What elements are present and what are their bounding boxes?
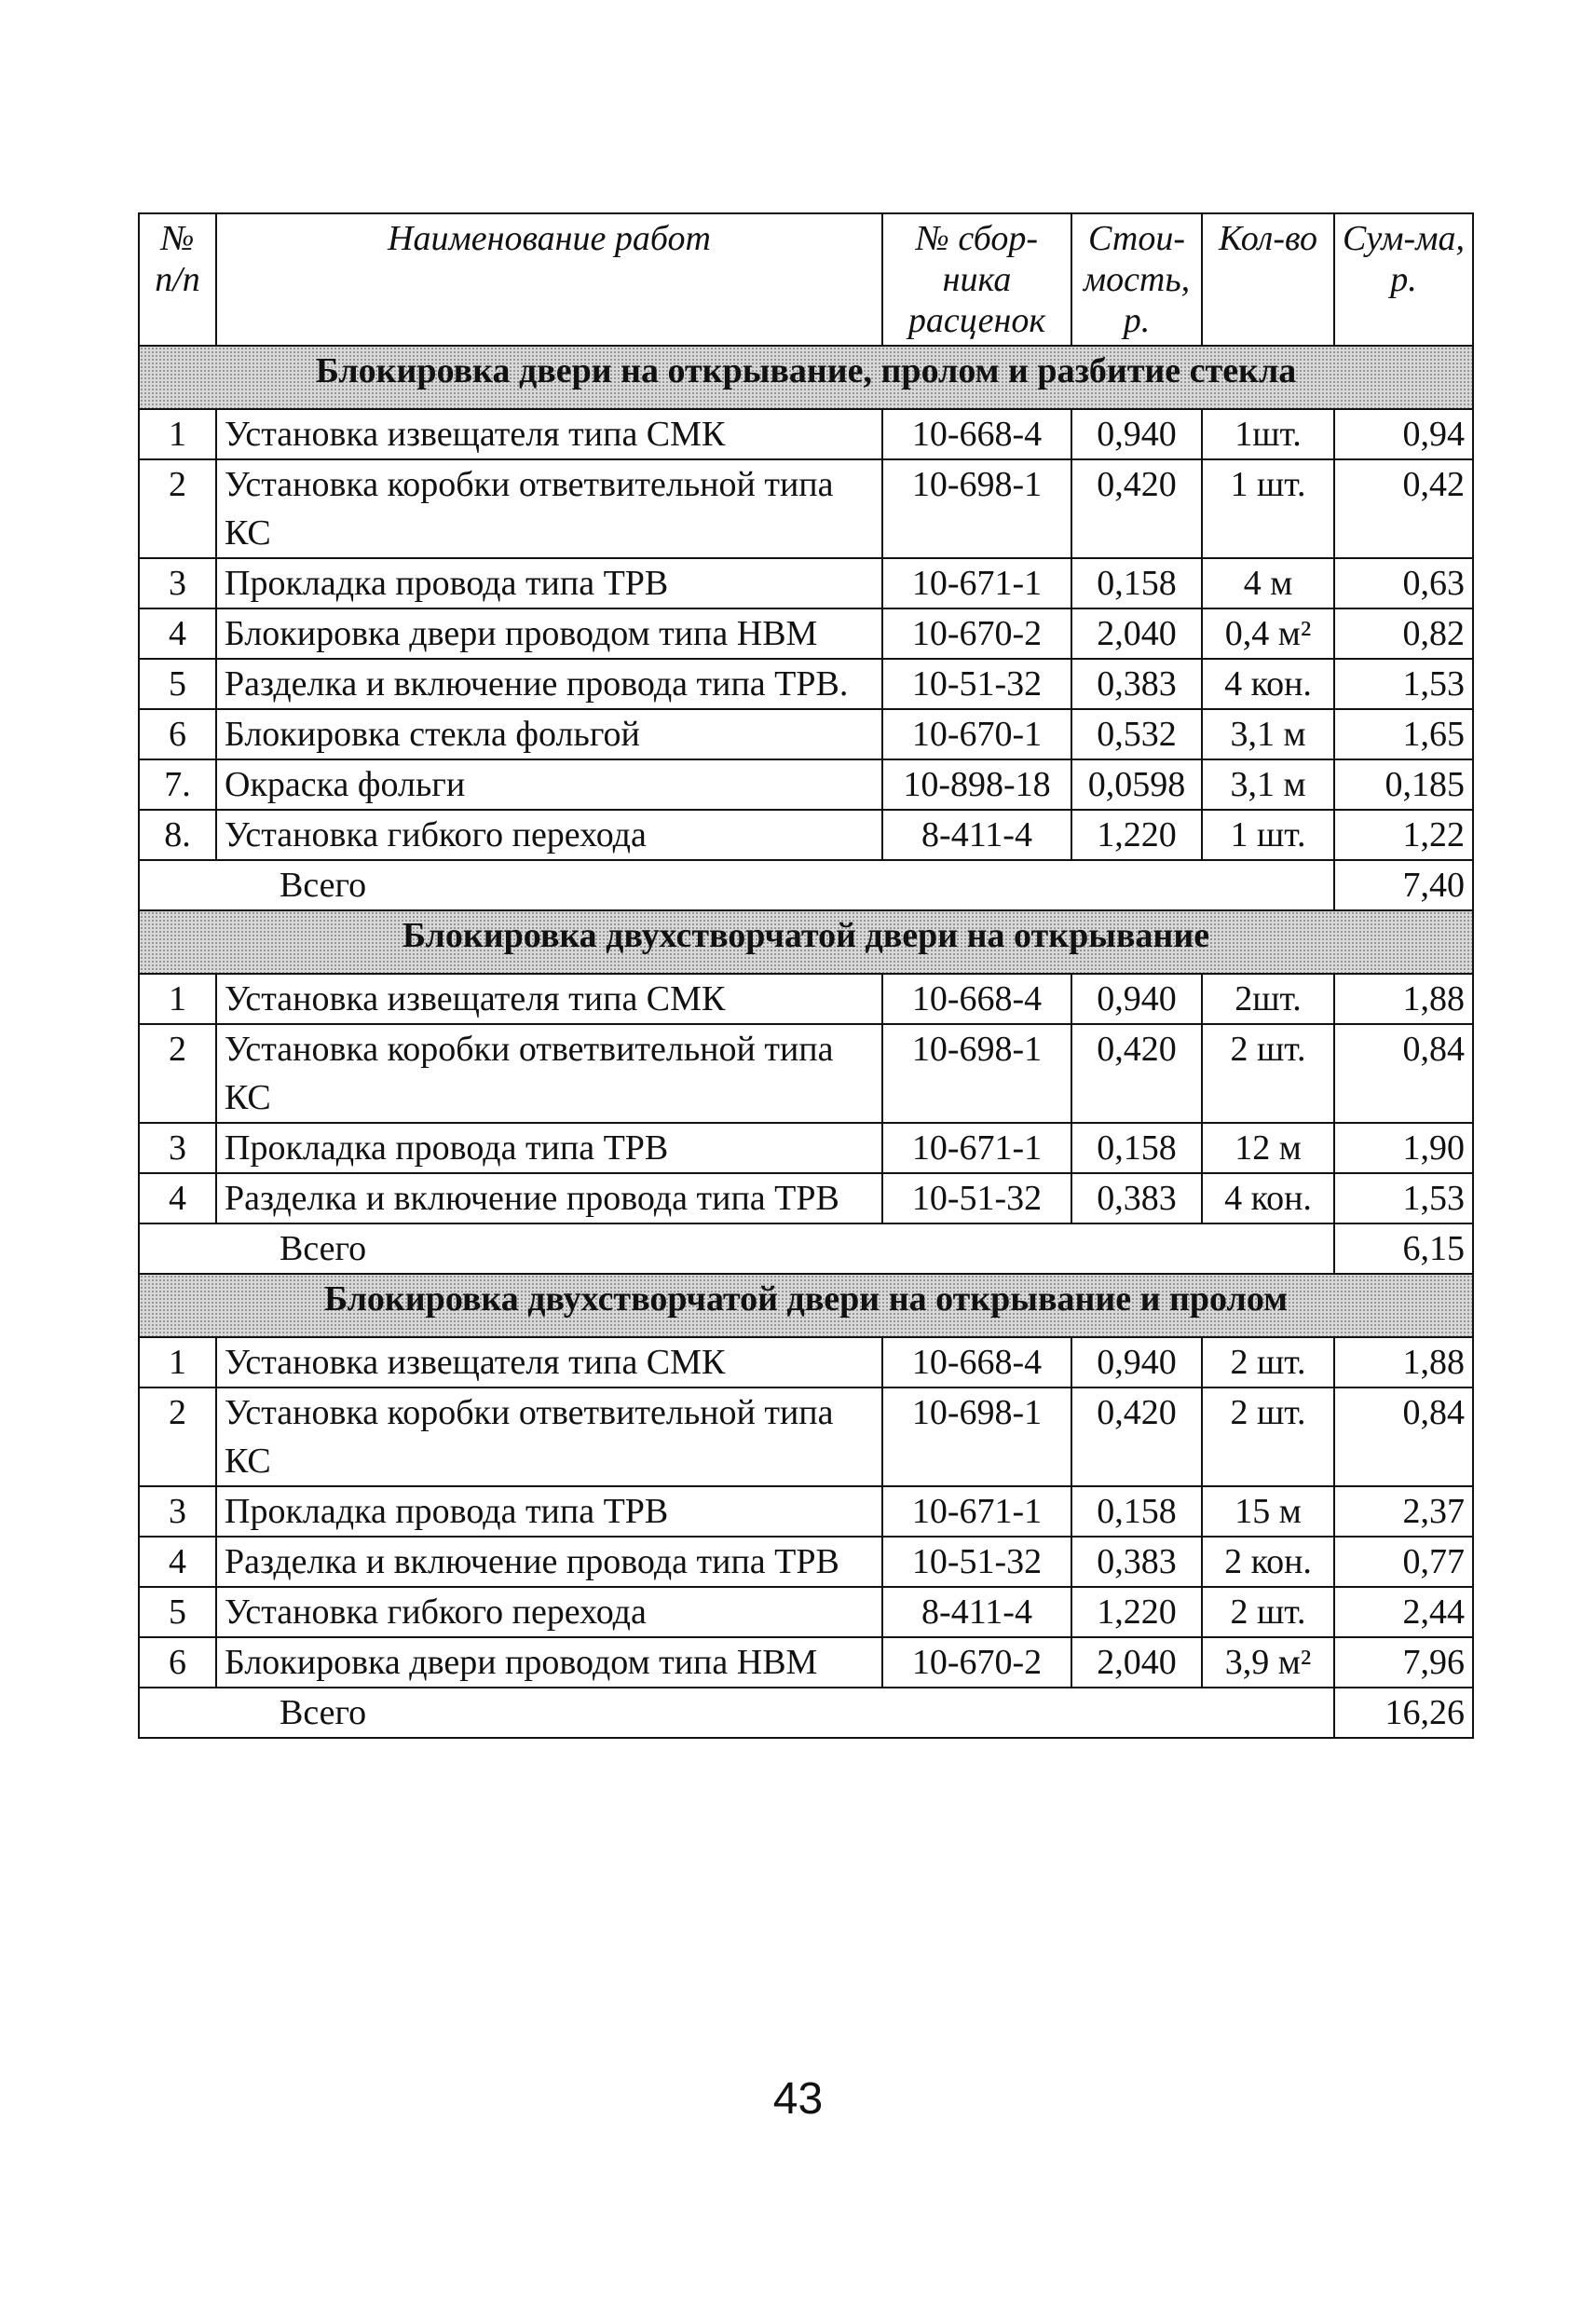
row-number: 7. <box>139 759 216 810</box>
estimate-table <box>138 212 1474 1739</box>
quantity: 2 шт. <box>1202 1337 1334 1387</box>
unit-cost: 0,420 <box>1071 1024 1202 1123</box>
rate-code: 10-670-2 <box>882 608 1071 659</box>
work-name: Разделка и включение провода типа ТРВ <box>216 1173 882 1223</box>
rate-code: 10-898-18 <box>882 759 1071 810</box>
total-value: 6,15 <box>1334 1223 1473 1274</box>
quantity: 3,9 м² <box>1202 1637 1334 1688</box>
work-name: Блокировка двери проводом типа НВМ <box>216 608 882 659</box>
quantity: 4 кон. <box>1202 659 1334 709</box>
section-header <box>139 910 1473 974</box>
row-number: 2 <box>139 1387 216 1486</box>
rate-code: 10-698-1 <box>882 459 1071 558</box>
row-sum: 0,94 <box>1334 409 1473 459</box>
work-name: Блокировка двери проводом типа НВМ <box>216 1637 882 1688</box>
table-row <box>139 558 1473 608</box>
quantity: 4 м <box>1202 558 1334 608</box>
table-row <box>139 1173 1473 1223</box>
work-name: Установка коробки ответвительной типа КС <box>216 1024 882 1123</box>
row-sum: 1,53 <box>1334 1173 1473 1223</box>
unit-cost: 0,940 <box>1071 974 1202 1024</box>
rate-code: 10-671-1 <box>882 1486 1071 1537</box>
work-name: Установка извещателя типа СМК <box>216 409 882 459</box>
table-row <box>139 1486 1473 1537</box>
header-code: № сбор-ника расценок <box>882 213 1071 346</box>
row-number: 6 <box>139 709 216 759</box>
row-number: 2 <box>139 1024 216 1123</box>
total-value: 16,26 <box>1334 1688 1473 1738</box>
unit-cost: 0,383 <box>1071 1537 1202 1587</box>
row-sum: 1,53 <box>1334 659 1473 709</box>
rate-code: 10-51-32 <box>882 1173 1071 1223</box>
total-row <box>139 1223 1473 1274</box>
row-number: 4 <box>139 1173 216 1223</box>
quantity: 2 шт. <box>1202 1387 1334 1486</box>
table-row <box>139 409 1473 459</box>
total-label: Всего <box>139 1688 1334 1738</box>
work-name: Установка гибкого перехода <box>216 810 882 860</box>
row-sum: 2,37 <box>1334 1486 1473 1537</box>
quantity: 2 шт. <box>1202 1587 1334 1637</box>
row-sum: 0,42 <box>1334 459 1473 558</box>
header-name: Наименование работ <box>216 213 882 346</box>
quantity: 12 м <box>1202 1123 1334 1173</box>
row-sum: 0,77 <box>1334 1537 1473 1587</box>
row-sum: 1,22 <box>1334 810 1473 860</box>
row-number: 6 <box>139 1637 216 1688</box>
work-name: Установка коробки ответвительной типа КС <box>216 1387 882 1486</box>
row-number: 5 <box>139 1587 216 1637</box>
row-number: 3 <box>139 1123 216 1173</box>
unit-cost: 0,158 <box>1071 1486 1202 1537</box>
row-number: 4 <box>139 1537 216 1587</box>
work-name: Установка извещателя типа СМК <box>216 1337 882 1387</box>
table-row <box>139 1123 1473 1173</box>
work-name: Блокировка стекла фольгой <box>216 709 882 759</box>
table-row <box>139 1637 1473 1688</box>
row-number: 1 <box>139 1337 216 1387</box>
work-name: Прокладка провода типа ТРВ <box>216 1123 882 1173</box>
unit-cost: 0,420 <box>1071 1387 1202 1486</box>
table-body <box>139 346 1473 1738</box>
unit-cost: 0,158 <box>1071 1123 1202 1173</box>
table-row <box>139 974 1473 1024</box>
quantity: 2шт. <box>1202 974 1334 1024</box>
quantity: 1 шт. <box>1202 810 1334 860</box>
header-sum: Сум-ма, р. <box>1334 213 1473 346</box>
row-number: 4 <box>139 608 216 659</box>
total-row <box>139 1688 1473 1738</box>
page-number: 43 <box>772 2074 824 2124</box>
quantity: 15 м <box>1202 1486 1334 1537</box>
header-num: № п/п <box>139 213 216 346</box>
row-sum: 1,90 <box>1334 1123 1473 1173</box>
rate-code: 10-668-4 <box>882 409 1071 459</box>
unit-cost: 0,158 <box>1071 558 1202 608</box>
quantity: 2 шт. <box>1202 1024 1334 1123</box>
work-name: Установка гибкого перехода <box>216 1587 882 1637</box>
table-row <box>139 1537 1473 1587</box>
table-row <box>139 1387 1473 1486</box>
quantity: 4 кон. <box>1202 1173 1334 1223</box>
work-name: Разделка и включение провода типа ТРВ <box>216 1537 882 1587</box>
quantity: 1 шт. <box>1202 459 1334 558</box>
section-header <box>139 346 1473 409</box>
row-sum: 2,44 <box>1334 1587 1473 1637</box>
total-label: Всего <box>139 860 1334 910</box>
table-row <box>139 709 1473 759</box>
rate-code: 10-670-1 <box>882 709 1071 759</box>
row-number: 1 <box>139 409 216 459</box>
row-sum: 1,65 <box>1334 709 1473 759</box>
total-label: Всего <box>139 1223 1334 1274</box>
work-name: Установка коробки ответвительной типа КС <box>216 459 882 558</box>
section-title: Блокировка двери на открывание, пролом и разбитие стекла <box>139 346 1473 409</box>
row-number: 8. <box>139 810 216 860</box>
work-name: Окраска фольги <box>216 759 882 810</box>
row-sum: 7,96 <box>1334 1637 1473 1688</box>
total-row <box>139 860 1473 910</box>
section-header <box>139 1274 1473 1337</box>
row-sum: 0,82 <box>1334 608 1473 659</box>
row-number: 5 <box>139 659 216 709</box>
unit-cost: 0,0598 <box>1071 759 1202 810</box>
quantity: 3,1 м <box>1202 759 1334 810</box>
rate-code: 10-671-1 <box>882 1123 1071 1173</box>
quantity: 3,1 м <box>1202 709 1334 759</box>
row-sum: 1,88 <box>1334 974 1473 1024</box>
unit-cost: 2,040 <box>1071 608 1202 659</box>
rate-code: 10-670-2 <box>882 1637 1071 1688</box>
unit-cost: 2,040 <box>1071 1637 1202 1688</box>
work-name: Прокладка провода типа ТРВ <box>216 1486 882 1537</box>
row-sum: 0,63 <box>1334 558 1473 608</box>
table-row <box>139 459 1473 558</box>
section-title: Блокировка двухстворчатой двери на открывание <box>139 910 1473 974</box>
row-sum: 1,88 <box>1334 1337 1473 1387</box>
table-row <box>139 608 1473 659</box>
unit-cost: 0,940 <box>1071 409 1202 459</box>
header-qty: Кол-во <box>1202 213 1334 346</box>
table-row <box>139 659 1473 709</box>
row-sum: 0,84 <box>1334 1387 1473 1486</box>
unit-cost: 0,383 <box>1071 1173 1202 1223</box>
rate-code: 10-668-4 <box>882 974 1071 1024</box>
table-row <box>139 1587 1473 1637</box>
row-sum: 0,185 <box>1334 759 1473 810</box>
row-number: 3 <box>139 1486 216 1537</box>
quantity: 1шт. <box>1202 409 1334 459</box>
rate-code: 10-698-1 <box>882 1387 1071 1486</box>
table-row <box>139 759 1473 810</box>
header-row <box>139 213 1473 346</box>
unit-cost: 1,220 <box>1071 1587 1202 1637</box>
total-value: 7,40 <box>1334 860 1473 910</box>
work-name: Разделка и включение провода типа ТРВ. <box>216 659 882 709</box>
work-name: Установка извещателя типа СМК <box>216 974 882 1024</box>
rate-code: 8-411-4 <box>882 1587 1071 1637</box>
table-row <box>139 1024 1473 1123</box>
quantity: 2 кон. <box>1202 1537 1334 1587</box>
rate-code: 10-698-1 <box>882 1024 1071 1123</box>
row-sum: 0,84 <box>1334 1024 1473 1123</box>
unit-cost: 0,940 <box>1071 1337 1202 1387</box>
rate-code: 10-668-4 <box>882 1337 1071 1387</box>
unit-cost: 0,383 <box>1071 659 1202 709</box>
work-name: Прокладка провода типа ТРВ <box>216 558 882 608</box>
table-row <box>139 810 1473 860</box>
section-title: Блокировка двухстворчатой двери на открывание и пролом <box>139 1274 1473 1337</box>
quantity: 0,4 м² <box>1202 608 1334 659</box>
row-number: 3 <box>139 558 216 608</box>
unit-cost: 0,420 <box>1071 459 1202 558</box>
row-number: 2 <box>139 459 216 558</box>
rate-code: 10-51-32 <box>882 1537 1071 1587</box>
rate-code: 10-51-32 <box>882 659 1071 709</box>
header-cost: Стои-мость, р. <box>1071 213 1202 346</box>
unit-cost: 1,220 <box>1071 810 1202 860</box>
rate-code: 8-411-4 <box>882 810 1071 860</box>
table-row <box>139 1337 1473 1387</box>
unit-cost: 0,532 <box>1071 709 1202 759</box>
rate-code: 10-671-1 <box>882 558 1071 608</box>
row-number: 1 <box>139 974 216 1024</box>
